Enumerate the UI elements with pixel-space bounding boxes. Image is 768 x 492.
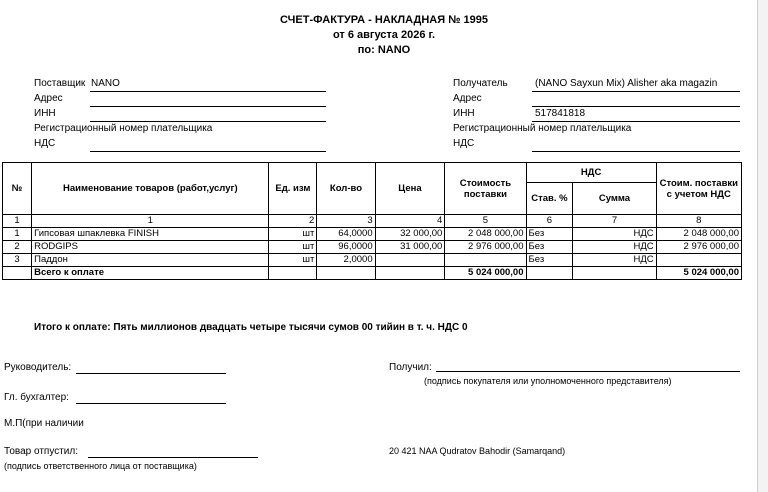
supplier-reg-label: Регистрационный номер плательщика xyxy=(34,123,213,134)
row-unit: шт xyxy=(269,228,317,241)
supplier-nds-label: НДС xyxy=(34,138,56,149)
row-total: 2 048 000,00 xyxy=(656,228,741,241)
receiver-name: (NANO Sayxun Mix) Alisher aka magazin xyxy=(535,78,718,89)
supplier-name: NANO xyxy=(91,78,120,89)
receiver-nds-label: НДС xyxy=(453,138,475,149)
receiver-reg-label: Регистрационный номер плательщика xyxy=(453,123,632,134)
total-label: Всего к оплате xyxy=(32,267,269,280)
header-num: № xyxy=(3,163,32,215)
row-price: 31 000,00 xyxy=(375,241,445,254)
row-unit: шт xyxy=(269,254,317,267)
receiver-inn-label: ИНН xyxy=(453,108,475,119)
row-price xyxy=(375,254,445,267)
row-cost xyxy=(445,254,526,267)
supplier-nds-line xyxy=(90,151,326,152)
receiver-label: Получатель xyxy=(453,78,508,89)
row-sum: НДС xyxy=(573,228,656,241)
header-nds: НДС xyxy=(526,163,656,183)
accountant-sign-line xyxy=(76,403,226,404)
supplier-inn-label: ИНН xyxy=(34,108,56,119)
received-sign-line xyxy=(436,371,740,372)
director-sign-line xyxy=(76,373,226,374)
invoice-title: СЧЕТ-ФАКТУРА - НАКЛАДНАЯ № 1995 xyxy=(280,14,488,26)
total-row xyxy=(3,267,742,280)
table-row xyxy=(3,228,742,241)
column-number-row xyxy=(3,215,742,228)
header-cost: Стоимость поставки xyxy=(445,163,526,215)
total-cost: 5 024 000,00 xyxy=(445,267,526,280)
header-total: Стоим. поставки с учетом НДС xyxy=(656,163,741,215)
row-num: 3 xyxy=(3,254,32,267)
row-cost: 2 048 000,00 xyxy=(445,228,526,241)
col-number: 1 xyxy=(3,215,32,228)
header-unit: Ед. изм xyxy=(269,163,317,215)
row-qty: 2,0000 xyxy=(317,254,375,267)
received-label: Получил: xyxy=(389,362,432,373)
row-name: Гипсовая шпаклевка FINISH xyxy=(32,228,269,241)
scrollbar[interactable] xyxy=(757,0,768,492)
header-sum: Сумма xyxy=(573,183,656,215)
col-number: 1 xyxy=(32,215,269,228)
supplier-address-line xyxy=(90,106,326,107)
col-number: 7 xyxy=(573,215,656,228)
receiver-inn-line xyxy=(532,121,740,122)
col-number: 3 xyxy=(317,215,375,228)
header-price: Цена xyxy=(375,163,445,215)
header-qty: Кол-во xyxy=(317,163,375,215)
table-row xyxy=(3,241,742,254)
col-number: 6 xyxy=(526,215,573,228)
row-price: 32 000,00 xyxy=(375,228,445,241)
row-num: 1 xyxy=(3,228,32,241)
supplier-inn-line xyxy=(90,121,326,122)
supplier-label: Поставщик xyxy=(34,78,86,89)
agent-info: 20 421 NAA Qudratov Bahodir (Samarqand) xyxy=(389,446,566,456)
invoice-by: по: NANO xyxy=(357,44,411,56)
table-row xyxy=(3,254,742,267)
invoice-date: от 6 августа 2026 г. xyxy=(332,29,436,41)
receiver-inn: 517841818 xyxy=(535,108,586,119)
row-cost: 2 976 000,00 xyxy=(445,241,526,254)
invoice-table xyxy=(2,162,742,280)
receiver-nds-line xyxy=(532,151,740,152)
row-name: Паддон xyxy=(32,254,269,267)
col-number: 8 xyxy=(656,215,741,228)
row-total xyxy=(656,254,741,267)
receiver-name-line xyxy=(532,91,740,92)
row-num: 2 xyxy=(3,241,32,254)
supplier-address-label: Адрес xyxy=(34,93,63,104)
receiver-address-line xyxy=(532,106,740,107)
accountant-label: Гл. бухгалтер: xyxy=(4,392,69,403)
row-total: 2 976 000,00 xyxy=(656,241,741,254)
row-sum: НДС xyxy=(573,241,656,254)
released-note: (подпись ответственного лица от поставщика) xyxy=(4,461,197,471)
col-number: 5 xyxy=(445,215,526,228)
col-number: 2 xyxy=(269,215,317,228)
header-rate: Став. % xyxy=(526,183,573,215)
row-qty: 96,0000 xyxy=(317,241,375,254)
director-label: Руководитель: xyxy=(4,362,72,373)
row-name: RODGIPS xyxy=(32,241,269,254)
row-unit: шт xyxy=(269,241,317,254)
row-sum: НДС xyxy=(573,254,656,267)
row-rate: Без xyxy=(526,241,573,254)
col-number: 4 xyxy=(375,215,445,228)
row-rate: Без xyxy=(526,228,573,241)
stamp-label: М.П(при наличии xyxy=(4,418,84,429)
row-rate: Без xyxy=(526,254,573,267)
amount-in-words: Итого к оплате: Пять миллионов двадцать четыре тысячи сумов 00 тийин в т. ч. НДС 0 xyxy=(34,322,468,333)
row-qty: 64,0000 xyxy=(317,228,375,241)
supplier-name-line xyxy=(90,91,326,92)
total-with-nds: 5 024 000,00 xyxy=(656,267,741,280)
released-sign-line xyxy=(88,457,258,458)
received-note: (подпись покупателя или уполномоченного представителя) xyxy=(424,376,672,386)
header-name: Наименование товаров (работ,услуг) xyxy=(32,163,269,215)
receiver-address-label: Адрес xyxy=(453,93,482,104)
released-label: Товар отпустил: xyxy=(4,446,78,457)
